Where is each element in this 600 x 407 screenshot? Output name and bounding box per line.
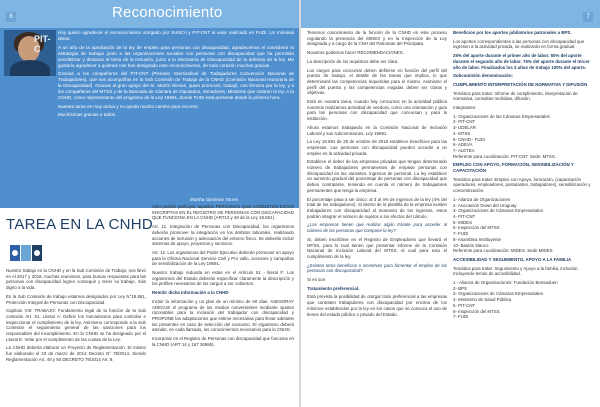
body-paragraph: La Ley 19.691 de 29 de octubre de 2018 establece beneficios para las empresas. Las personas con discapacidad pueden acceder a un empleo en la actividad privada. xyxy=(307,139,447,156)
question: ¿Existen otros beneficios o incentivos para fomentar el empleo de las personas con discapacidad? xyxy=(307,262,447,274)
list-item: 6- Inspección del MTSS xyxy=(453,308,500,314)
body-paragraph: Incluir la información y un plan de un mínimo de 60 días. ASESORAY ADECUE el programa de los medios convenientes mediante ajustes razonables para la inclusión del trabajador con discapacidad y PROPONE las adaptaciones que estime necesarias para llevar adelante las presentes en caso de selección del concurso. El organismo deberá atender, en cada llamado, los conocimientos necesarios para la CNHD. xyxy=(152,298,294,333)
right-page-column-2 xyxy=(453,30,595,320)
list-item: 3- UDELAR xyxy=(453,125,476,131)
highlight-text: Subcomisión denominación: xyxy=(453,73,514,79)
list-item: 4- PIT-CNT xyxy=(453,213,476,219)
page-number-left: 6 xyxy=(6,12,16,22)
list-item: 8- Asamblea Instituyente xyxy=(453,236,502,242)
list-item: 10- Bastón blanco xyxy=(453,242,489,248)
body-paragraph: Temática para tratar: Empleo con Apoyo, formación, (capacitación operadores, empleadores, postulantes, trabajadores), sensibilización y concientización. xyxy=(453,176,591,194)
intro-paragraph: Muchísimas gracias a todos. xyxy=(58,112,117,117)
list-item: 4- Ministerio de Salud Pública xyxy=(453,297,512,303)
right-page-column-1 xyxy=(307,30,447,320)
right-page xyxy=(301,0,600,407)
list-item: 1- Alianza de Organizaciones xyxy=(453,196,511,202)
left-column xyxy=(6,268,146,366)
highlight-text: Beneficios por los aportes jubilatorios patronales a BPS. xyxy=(453,30,572,35)
list-item: 1 - Alianza de Organizaciones: Fundación Bensaduen xyxy=(453,280,558,286)
body-paragraph: Solo podrán participar aquellas PERSONAS QUE ACREDITEN ESTAR INSCRIPTAS EN EL REGISTRO DE PERSONAS CON DISCAPACIDAD QUE FUNCIONA EN LA CNHD (ART13 y 49 de la Ley 18.651). xyxy=(152,204,294,221)
list-item: 2- PIT-CNT xyxy=(453,119,476,125)
subcommission-heading: ACCESIBILIDAD Y SEGUIMIENTO, APOYO A LA FAMILIA xyxy=(453,256,572,262)
body-paragraph: La CNHD debería elaborar un Proyecto de Reglamentación. El mismo fue elaborado el 23 de marzo de 2014 Decreto N° 79/2014. Siendo Reglamentación Art. 49 y 50 DECRETO 79/2014 Art. 9. xyxy=(6,345,146,362)
signature: Martha Giménez Torres xyxy=(190,197,239,202)
highlight-text: 25% del aporte durante el primer año de labor. 50% del aporte durante el segundo año de labor. 75% del aporte durante el tercer año de labor. Finalizados los 3 años de trabajo 100% del aporte. xyxy=(453,53,590,70)
intro-text xyxy=(58,30,294,121)
question: ¿Las empresas tienen que realizar algún trámite para acceder al número de las personas que compone la ley? xyxy=(307,222,447,234)
body-paragraph: Nosotros podemos hacer RECOMENDACIONES. xyxy=(307,50,404,56)
body-paragraph: Incorporar en el Registro de Personas con discapacidad que funciona en la CNHD (ART 14 y 167 36986). xyxy=(152,336,294,347)
body-paragraph: En la Sub Comisión de trabajo estamos designados por Ley N°18.651, Protección Integral de Personas con Discapacidad. xyxy=(6,293,146,305)
intro-paragraph: Hoy quiero agradecer el reconocimiento otorgado por SUNCA y PIT-CNT al valor realizado en FUDI. Un mimosal almar. xyxy=(58,30,294,41)
body-paragraph: Referente para coordinación: MIDES. Sede MIDES xyxy=(453,248,553,254)
body-paragraph: Los cargos para concursar deben definirse en función del perfil del puesto de trabajo, el detalle de las tareas que implica, lo que determinará las competencias requeridas para el mismo. Asimismo el perfil del puesto y las competencias exigidas deben ser claras y objetivas. xyxy=(307,67,447,96)
body-paragraph: Tenemos conocimiento de la función de la CNHD en este proceso regulando la presencia del MIDES y en la Inspección de la Ley designada y a cargo de la CNH del Patronato del Psicópata. xyxy=(307,30,447,47)
body-paragraph: Integrantes: xyxy=(453,105,477,111)
right-column xyxy=(152,204,294,350)
cnhd-logo-icon xyxy=(8,242,46,264)
body-paragraph: Está prevista la posibilidad de otorgar trato preferencial a las empresas que contraten trabajadores con discapacidad por encima de los mínimos establecidos por la ley en los casos que se convoca el uso de tienes del estado público o privado del Estado. xyxy=(307,294,447,317)
body-paragraph: Los aportes correspondientes a las personas con discapacidad que ingresen a la actividad privada, se realizarán en forma gradual: xyxy=(453,38,585,50)
body-paragraph: Capítulo VIII: TRABAJO: Fundamento legal de la función de la Sub comisión Art. 51, Literal A: Definir los mecanismos para controlar e inspeccionar el cumplimiento de la ley. Asimismo corresponde a la Sub Comisión el seguimiento general de las sanciones para los responsables del incumplimiento. En la CNHD se ha designado por el Literal E: Velar por el cumplimiento de las cuotas de la Ley. xyxy=(6,308,146,342)
body-paragraph: La descripción de los requisitos debe ser clara. xyxy=(307,58,399,64)
subheading: Remitir dicha información a la CNHD xyxy=(152,290,229,296)
list-item: 1- Organizaciones de las Cámaras Empresariales xyxy=(453,113,550,119)
list-item: 7- FUDI xyxy=(453,231,469,237)
subcommission-heading: EMPLEO CON APOYO, FORMACIÓN, SENSIBILIZACIÓN Y CAPACITACIÓN xyxy=(453,162,574,174)
body-paragraph: Temática para tratar: Informe de cumplimiento, interpretación de normativa, consultas recibidas, difusión. xyxy=(453,90,578,102)
body-paragraph: Establece el deber de las empresas privadas que tengan determinado número de trabajadores permanentes de emplear personas con discapacidad en las vacantes. Ingresos de personal. La ley establece un aumento gradual del porcentaje de personas con discapacidad que deben contratarse, teniendo en cuenta el número de trabajadores permanentes que tenga la empresa. xyxy=(307,159,447,193)
body-paragraph: Si es son xyxy=(307,277,326,283)
intro-paragraph: Nuestra tarea es muy ardua y no queda mucho camino para recorrer. xyxy=(58,103,199,109)
subcommission-heading: CUMPLIMIENTO INTERPRETACIÓN DE NORMATIVA Y DIFUSIÓN xyxy=(453,81,588,87)
page-number-right: 7 xyxy=(583,12,593,22)
right-banner xyxy=(301,0,600,28)
list-item: 5- MIDES xyxy=(453,219,473,225)
body-paragraph: Art. 11. Integración de Personas con Discapacidad, los organismos deberán promover la integración en los ámbitos laborales, realizando acciones de inclusión y adecuación del entorno físico. Se deberán incluir sistemas de apoyo, proyectos y servicios. xyxy=(152,224,294,247)
list-item: 2- BPS xyxy=(453,285,467,291)
intro-paragraph: Gracias a los compañeros del PIT-CNT (Plenario Intersindical de Trabajadores Convención Nacional de Trabajadores), que nos acompañan en la Sub Comisión de Trabajo de la CNHD (Comisión Nacional Honoraria de la Discapacidad). Gracias al gran apoyo del Sr. Martín Nieves, quien promovió, trabajó, con firmeza por la ley, y a los compañeros del MTSS y de la Bancada de Cámara de Diputados, Senadores, Ministros que votaron la ley. A la CNHD, como representante del programa de la Ley 19691, donde FUDI está presente desde la primera hora. xyxy=(58,71,294,100)
list-item: 3- Organizaciones de Cámaras Empresariales xyxy=(453,291,544,297)
list-item: 2- Asociación Down del Uruguay xyxy=(453,202,517,208)
list-item: 6- ADEVA xyxy=(453,142,473,148)
list-item: 7- FUDI xyxy=(453,314,469,320)
subheading: Tratamiento preferencial. xyxy=(307,285,360,291)
list-item: 4- MTSS xyxy=(453,130,471,136)
list-item: 6- Inspección del MTSS xyxy=(453,225,500,231)
speaker-photo: PIT-C xyxy=(4,30,56,76)
banner-title: Reconocimiento xyxy=(112,4,223,21)
body-paragraph: Referente para coordinación: PIT-CNT. Sede: MTSS. xyxy=(453,153,556,159)
list-item: 3- Organizaciones de Cámaras Empresariales xyxy=(453,208,544,214)
body-paragraph: Si, deben inscribirse en el Registro de Empleadores que llevará el MTSS, para lo cual tienen que presentar informe de la Comisión Nacional de Inclusión Laboral del MTSS, el cual para esto el cumplimiento de la ley. xyxy=(307,236,447,259)
body-paragraph: Está en nuestra tarea, cuando hay concursos en la actividad pública nosotros realizamos actividad de veedora, como una orientación y guía para las personas con discapacidad que concursan y para la institución. xyxy=(307,99,447,122)
list-item: 7- ALETEA xyxy=(453,147,475,153)
left-page xyxy=(0,0,299,407)
section-title: TAREA EN LA CNHD xyxy=(6,216,154,233)
body-paragraph: Nuestro trabajo redunda en estas en el Artículo 51 - literal F: Los organismos del Estado deberán especificar claramente la descripción y los perfiles necesarios de los cargos a ser cubiertos. xyxy=(152,270,294,287)
list-item: 5- PIT-CNT xyxy=(453,302,476,308)
body-paragraph: El porcentaje pasa a ser único: al 3 al 4% de ingresos de la ley (4% del total de los trabajadores). Si dentro de la plantilla de la empresa existen trabajadores con discapacidad al momento de los ingresos, estos podrán integrar el número de sujetos a los efectos del cálculo. xyxy=(307,196,447,219)
body-paragraph: Ahora estamos trabajando en la Comisión Nacional de Inclusión Laboral y sus subcomisiones. Ley 19691. xyxy=(307,124,447,136)
intro-paragraph: A un año de la aprobación de la ley de empleo para personas con discapacidad, agradecemos el considerar la estrategia de trabajar junto a las organizaciones sociales con personas con discapacidad que ha permitido sensibilizar y destacar el tema de la inclusión, junto a la Secretaría de Discapacidad de la defensa de la ley. Me gustaría agradecer a quienes nos han designado este reconocimiento, de todo corazón muchas gracias. xyxy=(58,44,294,68)
body-paragraph: Temática para tratar: Seguimiento y Apoyo a la familia, inclusión. Incluyendo temas de accesibilidad. xyxy=(453,265,579,277)
list-item: 5- CNHD - FUDI xyxy=(453,136,485,142)
body-paragraph: Nuestro trabajo en la CNHD y en la Sub Comisión de Trabajo, nos llevó en el 2017 y 2018, muchas reuniones, para buscar respuestas para las personas con discapacidad logren conseguir y tener su trabajo, más digno a la vida. xyxy=(6,268,146,291)
body-paragraph: Art. 12. Los organismos del Poder Ejecutivo deberán promover un apoyo para la Oficina Nacional Servicio Civil y Pro vallo, acciones y campañas de sensibilización de la Ley 19691. xyxy=(152,249,294,267)
